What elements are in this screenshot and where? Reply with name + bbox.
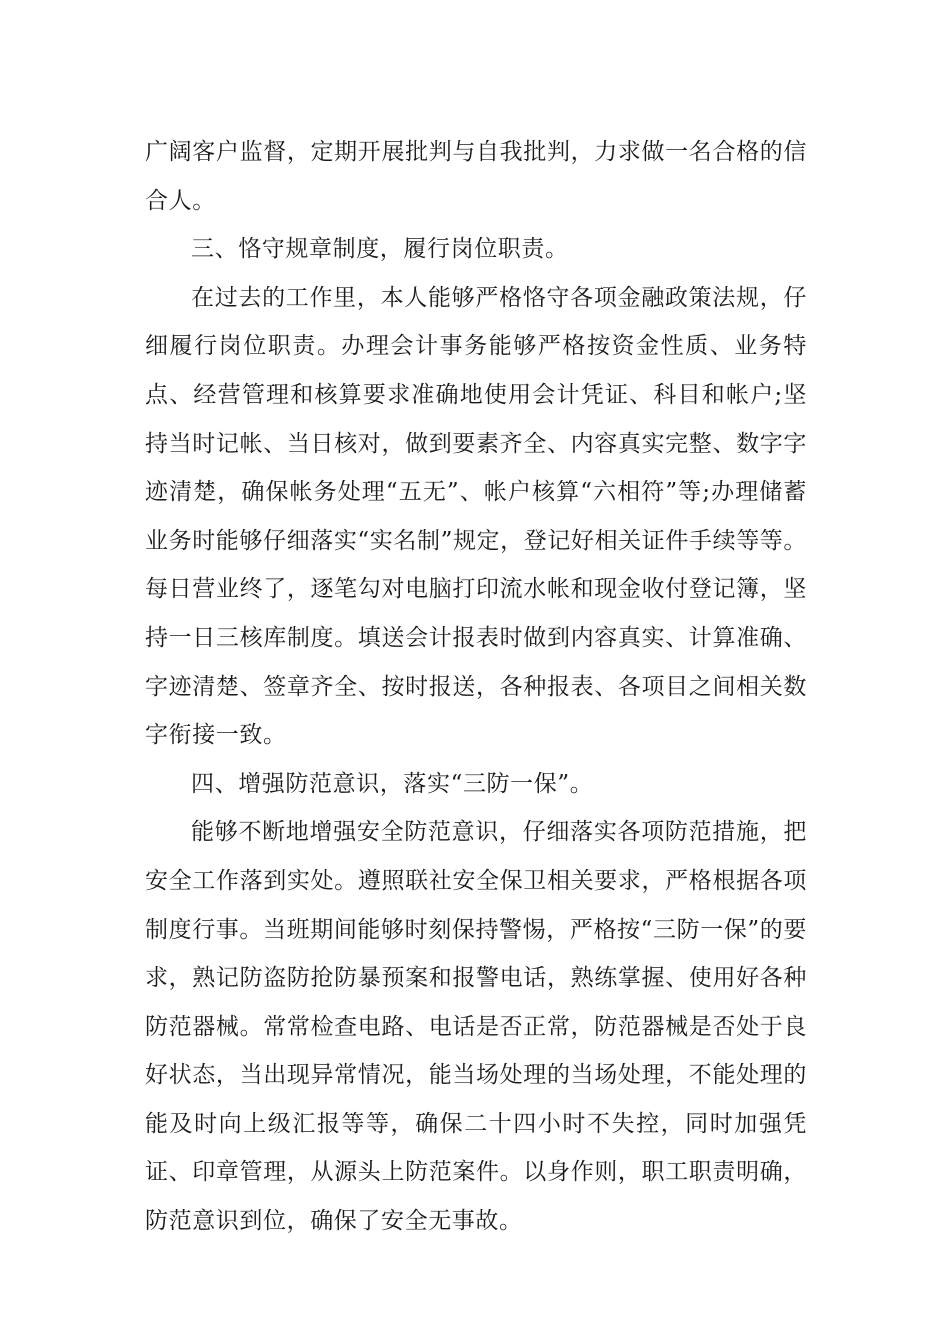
paragraph-continuation: 广阔客户监督，定期开展批判与自我批判，力求做一名合格的信合人。 (145, 139, 807, 214)
section-heading-3: 三、恪守规章制度，履行岗位职责。 (191, 236, 569, 263)
paragraph-rules-duties: 在过去的工作里，本人能够严格恪守各项金融政策法规，仔细履行岗位职责。办理会计事务能够严格按资金性质、业务特点、经营管理和核算要求准确地使用会计凭证、科目和帐户;坚持当时记帐、当日核对，做到要素齐全、内容真实完整、数字字迹清楚，确保帐务处理“五无”、帐户核算“六相符”等;办理储蓄业务时能够仔细落实“实名制”规定，登记好相关证件手续等等。每日营业终了，逐笔勾对电脑打印流水帐和现金收付登记簿，坚持一日三核库制度。填送会计报表时做到内容真实、计算准确、字迹清楚、签章齐全、按时报送，各种报表、各项目之间相关数字衔接一致。 (145, 284, 807, 749)
section-heading-4: 四、增强防范意识，落实“三防一保”。 (191, 770, 594, 797)
document-body (145, 128, 807, 1246)
paragraph-security: 能够不断地增强安全防范意识，仔细落实各项防范措施，把安全工作落到实处。遵照联社安全保卫相关要求，严格根据各项制度行事。当班期间能够时刻保持警惕，严格按“三防一保”的要求，熟记防盗防抢防暴预案和报警电话，熟练掌握、使用好各种防范器械。常常检查电路、电话是否正常，防范器械是否处于良好状态，当出现异常情况，能当场处理的当场处理，不能处理的能及时向上级汇报等等，确保二十四小时不失控，同时加强凭证、印章管理，从源头上防范案件。以身作则，职工职责明确，防范意识到位，确保了安全无事故。 (145, 819, 807, 1235)
